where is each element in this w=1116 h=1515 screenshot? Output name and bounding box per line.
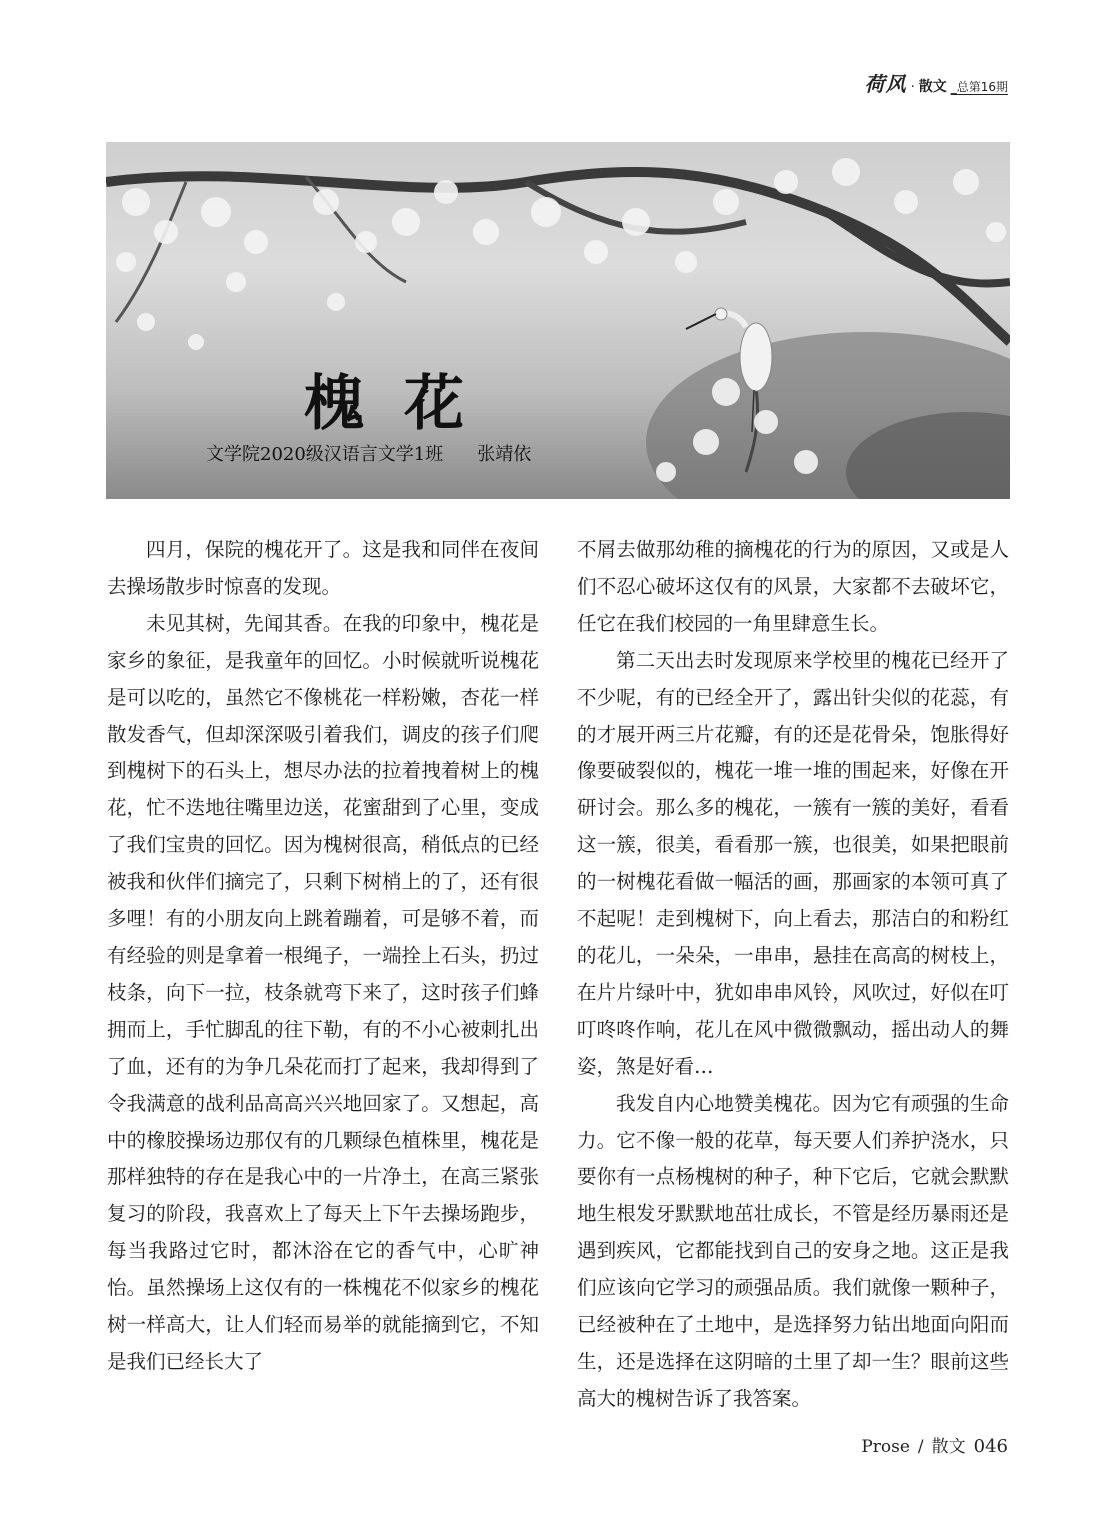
hero-image (106, 142, 1010, 499)
body-column-right (577, 532, 1009, 1418)
running-header (865, 68, 1008, 97)
header-separator: · (910, 80, 915, 95)
footer-section: 散文 (931, 1437, 966, 1457)
paragraph-continued: 不屑去做那幼稚的摘槐花的行为的原因，又或是人们不忍心破坏这仅有的风景，大家都不去破坏它，任它在我们校园的一角里肆意生长。 (577, 538, 1009, 635)
paragraph: 未见其树，先闻其香。在我的印象中，槐花是家乡的象征，是我童年的回忆。小时候就听说槐花是可以吃的，虽然它不像桃花一样粉嫩，杏花一样散发香气，但却深深吸引着我们，调皮的孩子们爬到槐树下的石头上，想尽办法的拉着拽着树上的槐花，忙不迭地往嘴里边送，花蜜甜到了心里，变成了我们宝贵的回忆。因为槐树很高，稍低点的已经被我和伙伴们摘完了，只剩下树梢上的了，还有很多哩！有的小朋友向上跳着蹦着，可是够不着，而有经验的则是拿着一根绳子，一端拴上石头，扔过枝条，向下一拉，枝条就弯下来了，这时孩子们蜂拥而上，手忙脚乱的往下勒，有的不小心被刺扎出了血，还有的为争几朵花而打了起来，我却得到了令我满意的战利品高高兴兴地回家了。又想起，高中的橡胶操场边那仅有的几颗绿色植株里，槐花是那样独特的存在是我心中的一片净土，在高三紧张复习的阶段，我喜欢上了每天上下午去操场跑步，每当我路过它时，都沐浴在它的香气中，心旷神怡。虽然操场上这仅有的一株槐花不似家乡的槐花树一样高大，让人们轻而易举的就能摘到它，不知是我们已经长大了 (107, 611, 539, 1373)
header-issue: _总第16期 (950, 80, 1008, 94)
page-footer (861, 1432, 1008, 1457)
footer-slash: / (917, 1437, 924, 1457)
paragraph: 四月，保院的槐花开了。这是我和同伴在夜间去操场散步时惊喜的发现。 (107, 538, 539, 598)
header-section: 散文 (918, 79, 947, 95)
author-name: 张靖依 (477, 444, 532, 465)
paragraph: 第二天出去时发现原来学校里的槐花已经开了不少呢，有的已经全开了，露出针尖似的花蕊，有的才展开两三片花瓣，有的还是花骨朵，饱胀得好像要破裂似的，槐花一堆一堆的围起来，好像在开研讨会。那么多的槐花，一簇有一簇的美好，看看这一簇，很美，看看那一簇，也很美，如果把眼前的一树槐花看做一幅活的画，那画家的本领可真了不起呢！走到槐树下，向上看去，那洁白的和粉红的花儿，一朵朵，一串串，悬挂在高高的树枝上，在片片绿叶中，犹如串串风铃，风吹过，好似在叮叮咚咚作响，花儿在风中微微飘动，摇出动人的舞姿，煞是好看… (577, 648, 1009, 1078)
article-title: 槐花 (304, 369, 504, 439)
body-column-left (107, 532, 539, 1381)
footer-prose: Prose (861, 1437, 910, 1457)
magazine-logo: 荷风 (864, 72, 907, 96)
author-unit: 文学院2020级汉语言文学1班 (206, 444, 444, 465)
page-number: 046 (973, 1436, 1008, 1457)
byline (206, 440, 531, 466)
paragraph: 我发自内心地赞美槐花。因为它有顽强的生命力。它不像一般的花草，每天要人们养护浇水，只要你有一点杨槐树的种子，种下它后，它就会默默地生根发牙默默地茁壮成长，不管是经历暴雨还是遇到疾风，它都能找到自己的安身之地。这正是我们应该向它学习的顽强品质。我们就像一颗种子，已经被种在了土地中，是选择努力钻出地面向阳而生，还是选择在这阴暗的土里了却一生？眼前这些高大的槐树告诉了我答案。 (577, 1091, 1009, 1410)
